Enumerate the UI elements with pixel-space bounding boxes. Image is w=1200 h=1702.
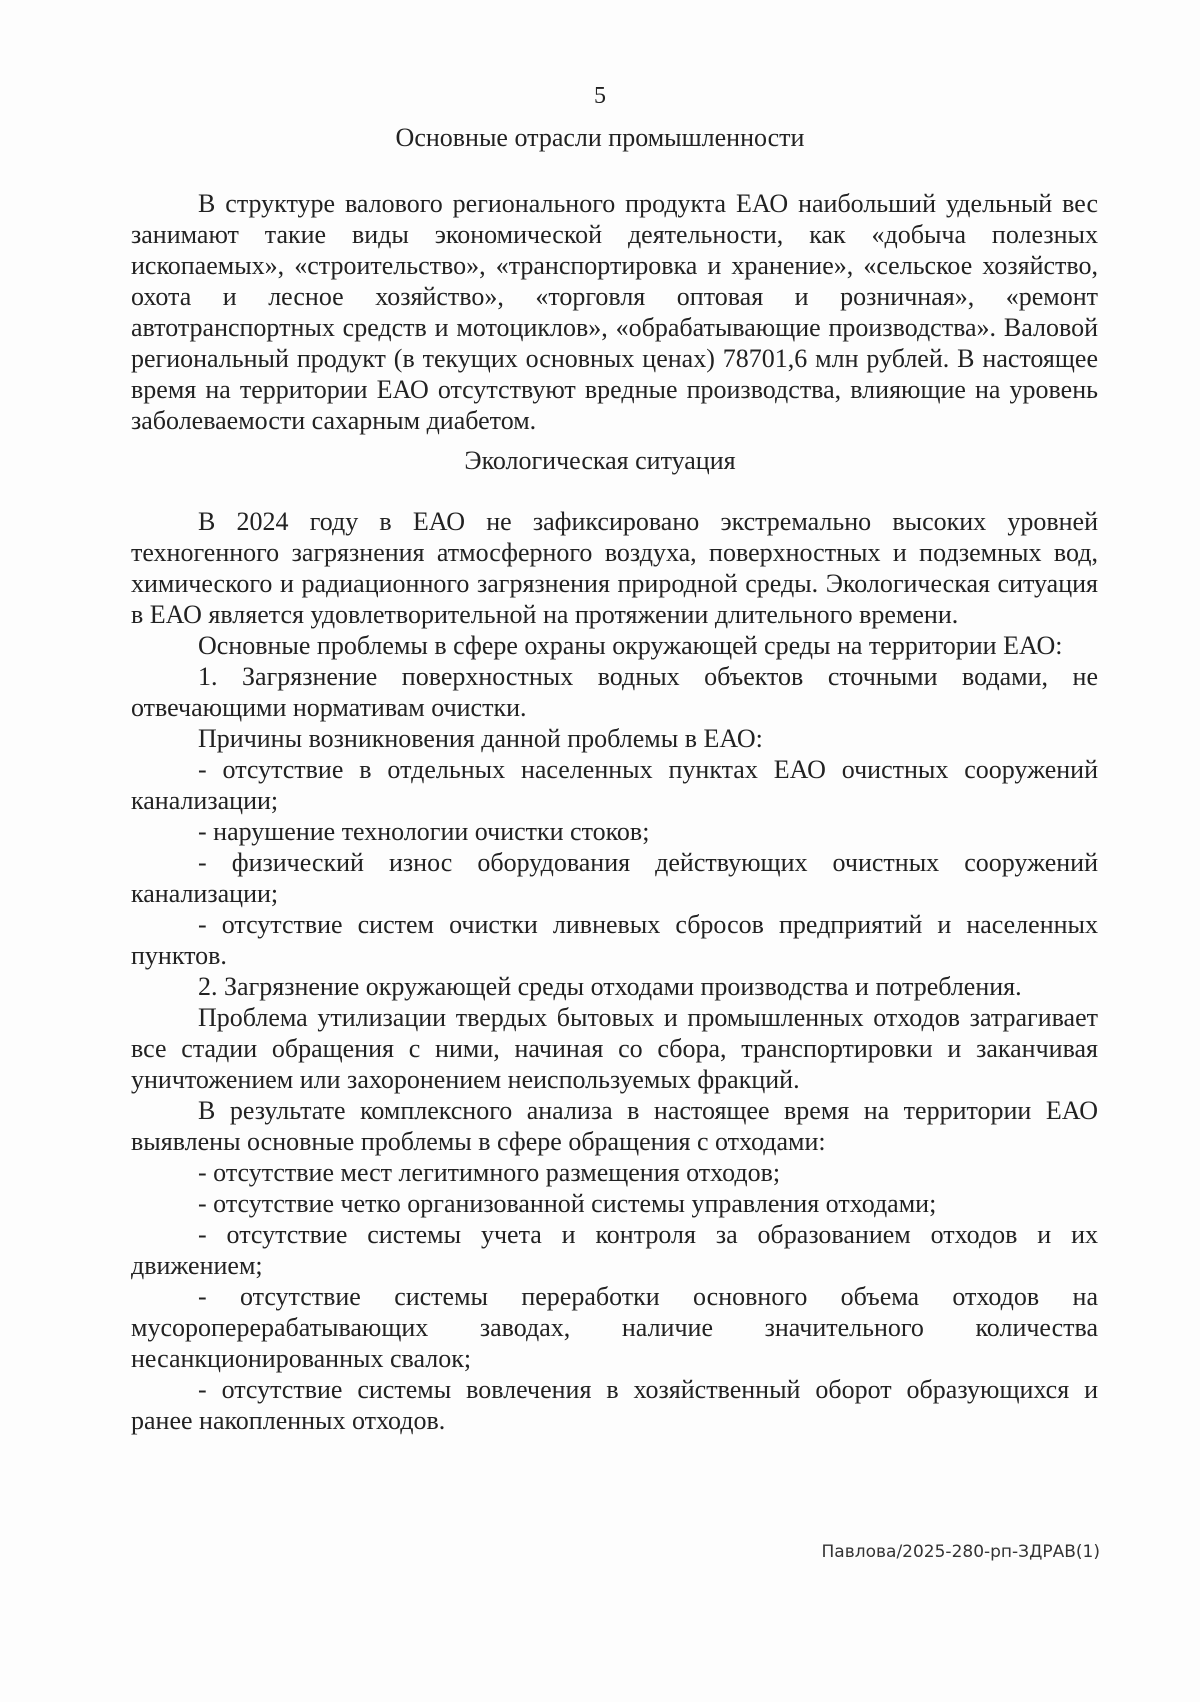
paragraph: В структуре валового регионального продукта ЕАО наибольший удельный вес занимают такие виды экономической деятельности, как «добыча полезных ископаемых», «строительство», «транспортировка и хранение», «сельское хозяйство, охота и лесное хозяйство», «торговля оптовая и розничная», «ремонт автотранспортных средств и мотоциклов», «обрабатывающие производства». Валовой региональный продукт (в текущих основных ценах) 78701,6 млн рублей. В настоящее время на территории ЕАО отсутствуют вредные производства, влияющие на уровень заболеваемости сахарным диабетом.	[131, 189, 1098, 435]
list-item: - физический износ оборудования действующих очистных сооружений канализации;	[131, 848, 1098, 908]
industry-section-body	[131, 188, 1098, 436]
paragraph: В 2024 году в ЕАО не зафиксировано экстремально высоких уровней техногенного загрязнения атмосферного воздуха, поверхностных и подземных вод, химического и радиационного загрязнения природной среды. Экологическая ситуация в ЕАО является удовлетворительной на протяжении длительного времени.	[131, 507, 1098, 629]
page-number: 5	[594, 83, 606, 109]
list-item: - отсутствие мест легитимного размещения отходов;	[198, 1158, 781, 1187]
ecology-section-body	[131, 506, 1098, 1436]
paragraph: В результате комплексного анализа в настоящее время на территории ЕАО выявлены основные проблемы в сфере обращения с отходами:	[131, 1096, 1098, 1156]
list-item: - нарушение технологии очистки стоков;	[198, 817, 650, 846]
paragraph: Проблема утилизации твердых бытовых и промышленных отходов затрагивает все стадии обращения с ними, начиная со сбора, транспортировки и заканчивая уничтожением или захоронением неиспользуемых фракций.	[131, 1003, 1098, 1094]
section-title-ecology: Экологическая ситуация	[464, 446, 736, 475]
paragraph: Причины возникновения данной проблемы в ЕАО:	[198, 724, 763, 753]
list-item: - отсутствие систем очистки ливневых сбросов предприятий и населенных пунктов.	[131, 910, 1098, 970]
list-item: - отсутствие системы учета и контроля за образованием отходов и их движением;	[131, 1220, 1098, 1280]
paragraph: Основные проблемы в сфере охраны окружающей среды на территории ЕАО:	[198, 631, 1063, 660]
list-item: - отсутствие системы вовлечения в хозяйственный оборот образующихся и ранее накопленных отходов.	[131, 1375, 1098, 1435]
list-item: - отсутствие четко организованной системы управления отходами;	[198, 1189, 937, 1218]
list-item: 2. Загрязнение окружающей среды отходами производства и потребления.	[198, 972, 1022, 1001]
section-title-industry: Основные отрасли промышленности	[395, 123, 805, 152]
list-item: - отсутствие в отдельных населенных пунктах ЕАО очистных сооружений канализации;	[131, 755, 1098, 815]
list-item: - отсутствие системы переработки основного объема отходов на мусороперерабатывающих заводах, наличие значительного количества несанкционированных свалок;	[131, 1282, 1098, 1373]
list-item: 1. Загрязнение поверхностных водных объектов сточными водами, не отвечающими нормативам очистки.	[131, 662, 1098, 722]
document-code: Павлова/2025-280-рп-ЗДРАВ(1)	[821, 1542, 1100, 1562]
